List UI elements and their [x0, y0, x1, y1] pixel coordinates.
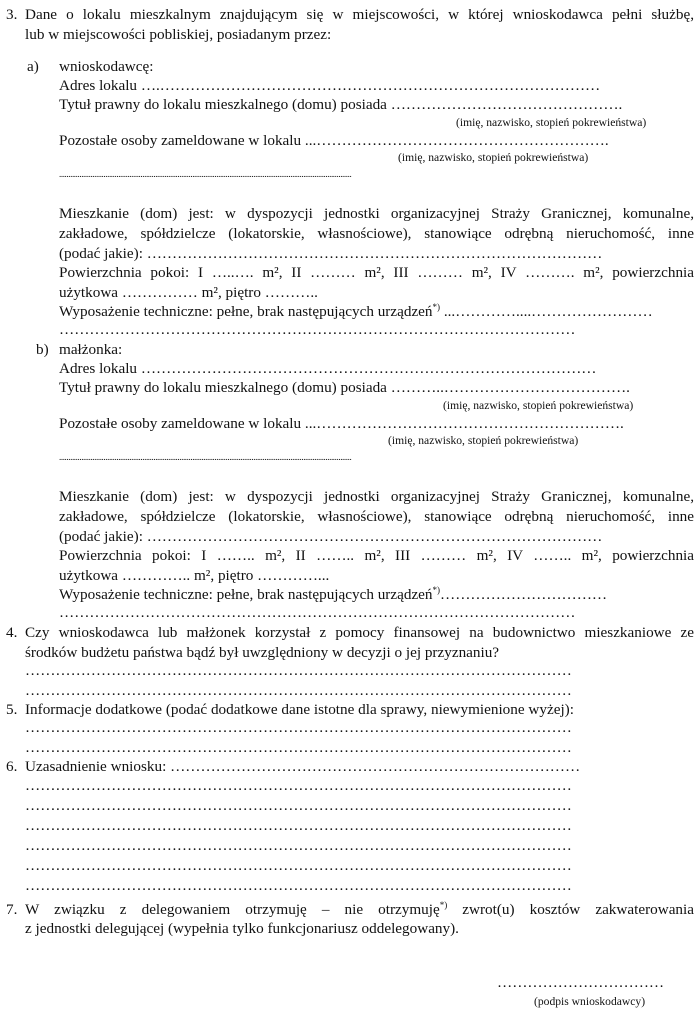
section-5-answer-2[interactable]: ……………………………………………………………………………………………… — [25, 739, 572, 756]
section-7-number: 7. — [6, 901, 18, 918]
section-5-answer-1[interactable]: ……………………………………………………………………………………………… — [25, 719, 572, 736]
b-powierzchnia-line-2[interactable]: użytkowa ………….. m², piętro …………... — [59, 567, 330, 584]
item-a-heading: wnioskodawcę: — [59, 58, 154, 75]
b-tytul-hint: (imię, nazwisko, stopień pokrewieństwa) — [443, 399, 634, 412]
a-adres-field[interactable]: Adres lokalu ….…………………………………………………………………………… — [59, 77, 601, 94]
a-powierzchnia-line-2[interactable]: użytkowa …………… m², piętro ……….. — [59, 284, 318, 301]
section-4-answer-2[interactable]: ……………………………………………………………………………………………… — [25, 682, 572, 699]
section-7-text-b: zwrot(u) kosztów zakwaterowania — [447, 901, 694, 918]
a-wyposazenie-footnote: *) — [432, 303, 441, 312]
b-mieszkanie-line-1: Mieszkanie (dom) jest: w dyspozycji jednostki organizacyjnej Straży Granicznej, komunalne, — [59, 488, 694, 505]
b-dotted-line[interactable]: .............................................................................................................................................................. — [59, 452, 352, 462]
section-3-line-2: lub w miejscowości pobliskiej, posiadanym przez: — [25, 26, 332, 43]
b-wyposazenie-footnote: *) — [432, 586, 441, 595]
section-4-number: 4. — [6, 624, 18, 641]
a-wyposazenie-line-2[interactable]: ………………………………………………………………………………………… — [59, 321, 576, 338]
a-dotted-line[interactable]: .............................................................................................................................................................. — [59, 169, 352, 179]
section-7-line-2: z jednostki delegującej (wypełnia tylko funkcjonariusz oddelegowany). — [25, 920, 459, 937]
b-wyposazenie-line[interactable] — [59, 586, 699, 604]
a-wyposazenie-line[interactable] — [59, 303, 699, 321]
b-mieszkanie-line-2: zakładowe, spółdzielcze (lokatorskie, własnościowe), stanowiące odrębną nieruchomość, inne — [59, 508, 694, 525]
section-6-answer-line[interactable]: ……………………………………………………………………………………………… — [25, 777, 572, 794]
b-tytul-field[interactable]: Tytuł prawny do lokalu mieszkalnego (domu) posiada ………..………………………………. — [59, 379, 630, 396]
section-6-answer-line[interactable]: ……………………………………………………………………………………………… — [25, 837, 572, 854]
b-pozostale-hint: (imię, nazwisko, stopień pokrewieństwa) — [388, 434, 579, 447]
section-3-line-1: Dane o lokalu mieszkalnym znajdującym się w miejscowości, w której wnioskodawca pełni służbę, — [25, 6, 694, 23]
section-4-answer-1[interactable]: ……………………………………………………………………………………………… — [25, 662, 572, 679]
section-6-answer-line[interactable]: ……………………………………………………………………………………………… — [25, 797, 572, 814]
b-wyposazenie-dots[interactable]: …………………………… — [440, 586, 608, 603]
a-tytul-hint: (imię, nazwisko, stopień pokrewieństwa) — [456, 116, 647, 129]
section-5-line-1: Informacje dodatkowe (podać dodatkowe dane istotne dla sprawy, niewymienione wyżej): — [25, 701, 574, 718]
section-7-footnote: *) — [439, 900, 448, 910]
section-7-text-a: W związku z delegowaniem otrzymuję – nie otrzymuję — [25, 901, 440, 918]
section-4-line-2: środków budżetu państwa bądź był uwzględniony w decyzji o jej przyznaniu? — [25, 644, 500, 661]
section-5-number: 5. — [6, 701, 18, 718]
a-mieszkanie-line-2: zakładowe, spółdzielcze (lokatorskie, własnościowe), stanowiące odrębną nieruchomość, inne — [59, 225, 694, 242]
signature-field[interactable]: …………………………… — [497, 974, 665, 991]
section-6-number: 6. — [6, 758, 18, 775]
a-mieszkanie-line-1: Mieszkanie (dom) jest: w dyspozycji jednostki organizacyjnej Straży Granicznej, komunalne, — [59, 205, 694, 222]
item-b-marker: b) — [36, 341, 49, 358]
a-wyposazenie-label: Wyposażenie techniczne: pełne, brak następujących urządzeń — [59, 303, 433, 320]
section-6-answer-line[interactable]: ……………………………………………………………………………………………… — [25, 857, 572, 874]
a-pozostale-hint: (imię, nazwisko, stopień pokrewieństwa) — [398, 151, 589, 164]
item-a-marker: a) — [27, 58, 39, 75]
section-6-answer-line[interactable]: ……………………………………………………………………………………………… — [25, 877, 572, 894]
b-powierzchnia-line-1[interactable]: Powierzchnia pokoi: I …….. m², II …….. m², III ……… m², IV …….. m², powierzchnia — [59, 547, 694, 564]
b-wyposazenie-label: Wyposażenie techniczne: pełne, brak następujących urządzeń — [59, 586, 433, 603]
section-3-number: 3. — [6, 6, 18, 23]
a-pozostale-field[interactable]: Pozostałe osoby zameldowane w lokalu ...…………………………………………………. — [59, 132, 609, 149]
section-4-line-1: Czy wnioskodawca lub małżonek korzystał z pomocy finansowej na budownictwo mieszkaniowe ze — [25, 624, 694, 641]
section-7-line-1 — [25, 901, 694, 919]
section-6-answer-line[interactable]: ……………………………………………………………………………………………… — [25, 817, 572, 834]
a-podac-jakie-field[interactable]: (podać jakie): ……………………………………………………………………………… — [59, 245, 603, 262]
b-adres-field[interactable]: Adres lokalu ……………………………………………………………………………… — [59, 360, 597, 377]
a-powierzchnia-line-1[interactable]: Powierzchnia pokoi: I …..…. m², II ……… m², III ……… m², IV ………. m², powierzchnia — [59, 264, 694, 281]
b-wyposazenie-line-2[interactable]: ………………………………………………………………………………………… — [59, 604, 576, 621]
section-6-line-1[interactable]: Uzasadnienie wniosku: ……………………………………………………………………… — [25, 758, 581, 775]
a-tytul-field[interactable]: Tytuł prawny do lokalu mieszkalnego (domu) posiada ………………………………………. — [59, 96, 623, 113]
signature-label: (podpis wnioskodawcy) — [534, 995, 646, 1008]
b-pozostale-field[interactable]: Pozostałe osoby zameldowane w lokalu ...……………………………………………………. — [59, 415, 624, 432]
b-podac-jakie-field[interactable]: (podać jakie): ……………………………………………………………………………… — [59, 528, 603, 545]
item-b-heading: małżonka: — [59, 341, 123, 358]
a-wyposazenie-dots[interactable]: ...…………....…………………… — [440, 303, 653, 320]
